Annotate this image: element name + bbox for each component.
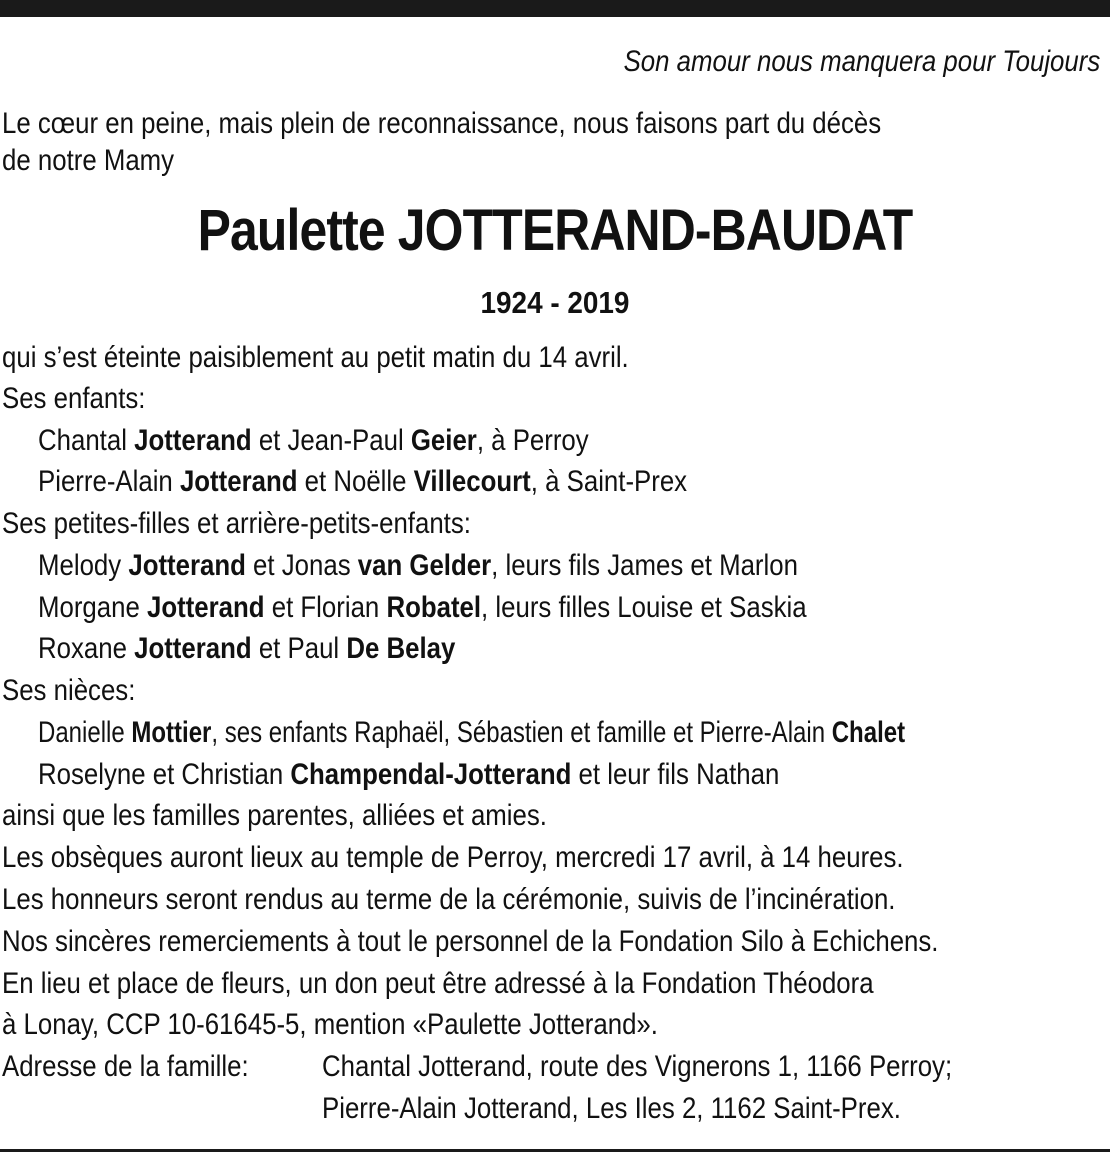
address-line-2: Pierre-Alain Jotterand, Les Iles 2, 1162 Saint-Prex. bbox=[322, 1092, 901, 1125]
niece-row: Danielle Mottier, ses enfants Raphaël, Sébastien et famille et Pierre-Alain Chalet bbox=[38, 716, 906, 749]
grandchild-row: Melody Jotterand et Jonas van Gelder, leurs fils James et Marlon bbox=[38, 549, 798, 582]
child-row: Pierre-Alain Jotterand et Noëlle Villecourt, à Saint-Prex bbox=[38, 465, 688, 498]
intro-line-2: de notre Mamy bbox=[2, 144, 175, 177]
niece-row: Roselyne et Christian Champendal-Jotterand et leur fils Nathan bbox=[38, 758, 780, 791]
closing-line: ainsi que les familles parentes, alliées et amies. bbox=[2, 799, 547, 832]
nieces-heading: Ses nièces: bbox=[2, 674, 136, 707]
grandchild-row: Roxane Jotterand et Paul De Belay bbox=[38, 632, 456, 665]
child-row: Chantal Jotterand et Jean-Paul Geier, à Perroy bbox=[38, 424, 589, 457]
grandchild-row: Morgane Jotterand et Florian Robatel, leurs filles Louise et Saskia bbox=[38, 591, 807, 624]
top-rule bbox=[0, 0, 1110, 17]
deceased-years: 1924 - 2019 bbox=[480, 285, 630, 320]
death-notice: qui s’est éteinte paisiblement au petit matin du 14 avril. bbox=[2, 341, 629, 374]
grandchildren-heading: Ses petites-filles et arrière-petits-enfants: bbox=[2, 507, 471, 540]
closing-line: Les honneurs seront rendus au terme de la cérémonie, suivis de l’incinération. bbox=[2, 883, 896, 916]
closing-line: Nos sincères remerciements à tout le personnel de la Fondation Silo à Echichens. bbox=[2, 925, 939, 958]
deceased-name: Paulette JOTTERAND-BAUDAT bbox=[197, 198, 913, 263]
address-line-1: Chantal Jotterand, route des Vignerons 1, 1166 Perroy; bbox=[322, 1050, 953, 1083]
intro-line-1: Le cœur en peine, mais plein de reconnaissance, nous faisons part du décès bbox=[2, 107, 882, 140]
children-heading: Ses enfants: bbox=[2, 382, 146, 415]
closing-line: Les obsèques auront lieux au temple de Perroy, mercredi 17 avril, à 14 heures. bbox=[2, 841, 904, 874]
closing-line: à Lonay, CCP 10-61645-5, mention «Paulette Jotterand». bbox=[2, 1008, 658, 1041]
closing-line: En lieu et place de fleurs, un don peut être adressé à la Fondation Théodora bbox=[2, 967, 874, 1000]
epigraph: Son amour nous manquera pour Toujours bbox=[623, 45, 1100, 78]
address-label: Adresse de la famille: bbox=[2, 1050, 249, 1083]
